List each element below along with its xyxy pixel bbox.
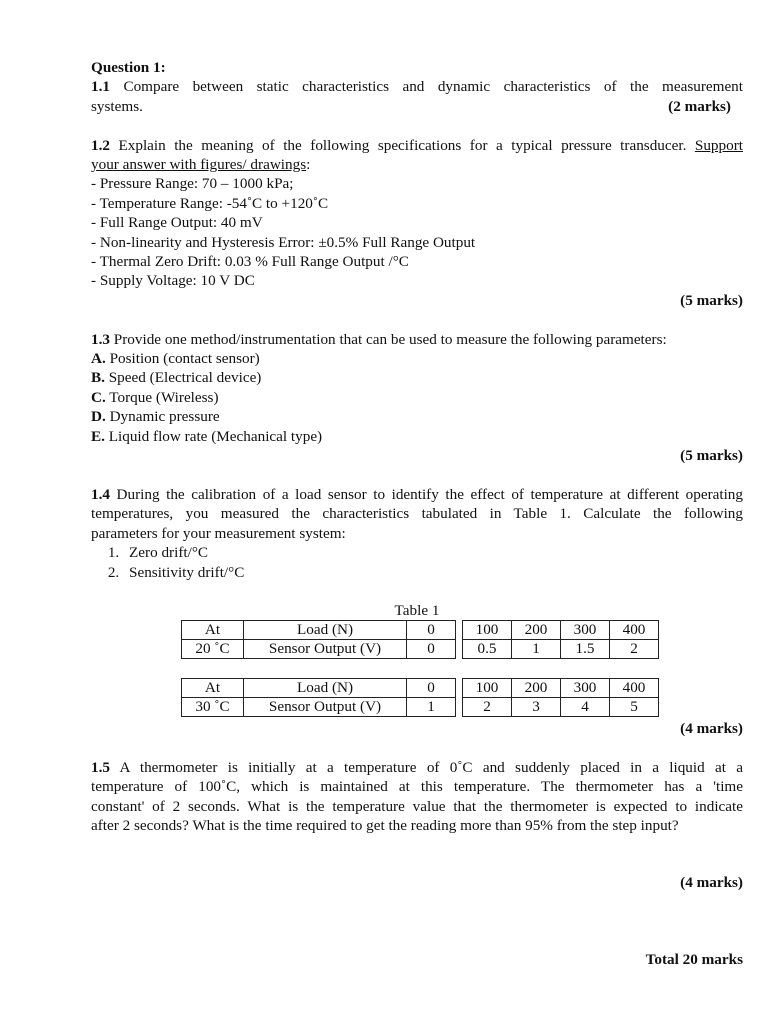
item-letter: D. xyxy=(91,408,106,426)
output-cell: 0.5 xyxy=(463,639,512,658)
q1-3-number: 1.3 xyxy=(91,330,110,348)
item-letter: C. xyxy=(91,388,106,406)
output-cell: 2 xyxy=(610,639,659,658)
q1-1-number: 1.1 xyxy=(91,78,110,96)
load-label: Load (N) xyxy=(244,620,407,639)
task-sensitivity-drift: 2. Sensitivity drift/°C xyxy=(123,563,743,582)
temp-label: 30 ˚C xyxy=(182,697,244,716)
load-cell: 100 xyxy=(463,678,512,697)
output-cell: 1.5 xyxy=(561,639,610,658)
load-cell: 200 xyxy=(512,678,561,697)
calibration-table-30c xyxy=(181,678,659,717)
load-cell: 400 xyxy=(610,620,659,639)
item-text: Torque (Wireless) xyxy=(105,388,219,406)
table-caption: Table 1 xyxy=(394,601,440,619)
q1-2-colon: : xyxy=(306,156,311,174)
item-text: Liquid flow rate (Mechanical type) xyxy=(104,427,323,445)
load-cell: 200 xyxy=(512,620,561,639)
q1-2-text: Explain the meaning of the following specifications for a typical pressure transducer. xyxy=(109,136,695,154)
load-cell: 0 xyxy=(407,620,456,639)
q1-5-number: 1.5 xyxy=(91,758,110,776)
q1-4-line2: temperatures, you measured the characteristics tabulated in Table 1. Calculate the following xyxy=(91,505,743,523)
item-letter: A. xyxy=(91,350,106,368)
table-row xyxy=(182,678,659,697)
temp-label: 20 ˚C xyxy=(182,639,244,658)
output-cell: 1 xyxy=(512,639,561,658)
spec-temperature-range: - Temperature Range: -54˚C to +120˚C xyxy=(91,194,329,212)
load-cell: 300 xyxy=(561,620,610,639)
spec-nonlinearity: - Non-linearity and Hysteresis Error: ±0.5% Full Range Output xyxy=(91,233,476,251)
q1-1-text: Compare between static characteristics and dynamic characteristics of the measurement xyxy=(109,78,743,96)
q1-3-text: Provide one method/instrumentation that can be used to measure the following parameters: xyxy=(109,330,667,348)
total-marks: Total 20 marks xyxy=(645,950,743,968)
q1-1-line1 xyxy=(91,77,743,96)
q1-1-text-end: systems. xyxy=(91,97,143,115)
q1-3-intro xyxy=(91,330,743,349)
output-cell: 4 xyxy=(561,697,610,716)
q1-5-marks: (4 marks) xyxy=(680,874,743,892)
output-cell: 0 xyxy=(407,639,456,658)
q1-2-support: Support xyxy=(694,136,743,154)
load-cell: 400 xyxy=(610,678,659,697)
q1-1-line2 xyxy=(91,97,743,116)
q1-2-number: 1.2 xyxy=(91,136,110,154)
table-spacer xyxy=(456,639,463,658)
at-label: At xyxy=(182,620,244,639)
load-cell: 100 xyxy=(463,620,512,639)
q1-4-task-list xyxy=(91,543,743,582)
q1-5-line3: constant' of 2 seconds. What is the temperature value that the thermometer is expected to indicate xyxy=(91,797,743,815)
q1-4-line1 xyxy=(91,485,743,504)
output-label: Sensor Output (V) xyxy=(244,639,407,658)
table-spacer xyxy=(456,678,463,697)
item-text: Speed (Electrical device) xyxy=(104,369,262,387)
spec-full-range-output: - Full Range Output: 40 mV xyxy=(91,214,263,232)
table-row xyxy=(182,620,659,639)
question-title: Question 1: xyxy=(91,59,166,76)
q1-4-text: During the calibration of a load sensor to identify the effect of temperature at different operating xyxy=(109,485,743,503)
output-cell: 2 xyxy=(463,697,512,716)
task-zero-drift: 1. Zero drift/°C xyxy=(123,543,743,562)
item-text: Position (contact sensor) xyxy=(105,350,260,368)
q1-4-number: 1.4 xyxy=(91,485,110,503)
load-label: Load (N) xyxy=(244,678,407,697)
q1-1-marks: (2 marks) xyxy=(668,97,731,115)
q1-2-figures: your answer with figures/ drawings xyxy=(91,156,307,174)
q1-5-line1 xyxy=(91,758,743,777)
q1-3-marks: (5 marks) xyxy=(680,447,743,465)
item-letter: B. xyxy=(91,369,105,387)
output-cell: 1 xyxy=(407,697,456,716)
q1-3-item-d xyxy=(91,407,743,426)
spec-pressure-range: - Pressure Range: 70 – 1000 kPa; xyxy=(91,175,294,193)
q1-2-marks: (5 marks) xyxy=(680,291,743,309)
q1-5-line4: after 2 seconds? What is the time required to get the reading more than 95% from the step input? xyxy=(91,816,679,834)
q1-5-text: A thermometer is initially at a temperature of 0˚C and suddenly placed in a liquid at a xyxy=(109,758,743,776)
spec-thermal-zero-drift: - Thermal Zero Drift: 0.03 % Full Range Output /°C xyxy=(91,253,409,271)
spec-supply-voltage: - Supply Voltage: 10 V DC xyxy=(91,272,255,290)
item-letter: E. xyxy=(91,427,105,445)
q1-3-item-c xyxy=(91,388,743,407)
table-spacer xyxy=(456,697,463,716)
q1-3-item-b xyxy=(91,368,743,387)
load-cell: 300 xyxy=(561,678,610,697)
question-page xyxy=(91,58,743,969)
q1-4-marks: (4 marks) xyxy=(680,719,743,737)
q1-3-item-a xyxy=(91,349,743,368)
q1-2-line2 xyxy=(91,155,743,174)
q1-2-line1 xyxy=(91,136,743,155)
load-cell: 0 xyxy=(407,678,456,697)
output-cell: 5 xyxy=(610,697,659,716)
output-cell: 3 xyxy=(512,697,561,716)
at-label: At xyxy=(182,678,244,697)
table-row xyxy=(182,639,659,658)
q1-4-line3: parameters for your measurement system: xyxy=(91,524,346,542)
output-label: Sensor Output (V) xyxy=(244,697,407,716)
item-text: Dynamic pressure xyxy=(105,408,220,426)
q1-3-item-e xyxy=(91,427,743,446)
calibration-table-20c xyxy=(181,620,659,659)
table-row xyxy=(182,697,659,716)
q1-5-line2: temperature of 100˚C, which is maintained at this temperature. The thermometer has a 'time xyxy=(91,778,743,796)
table-spacer xyxy=(456,620,463,639)
